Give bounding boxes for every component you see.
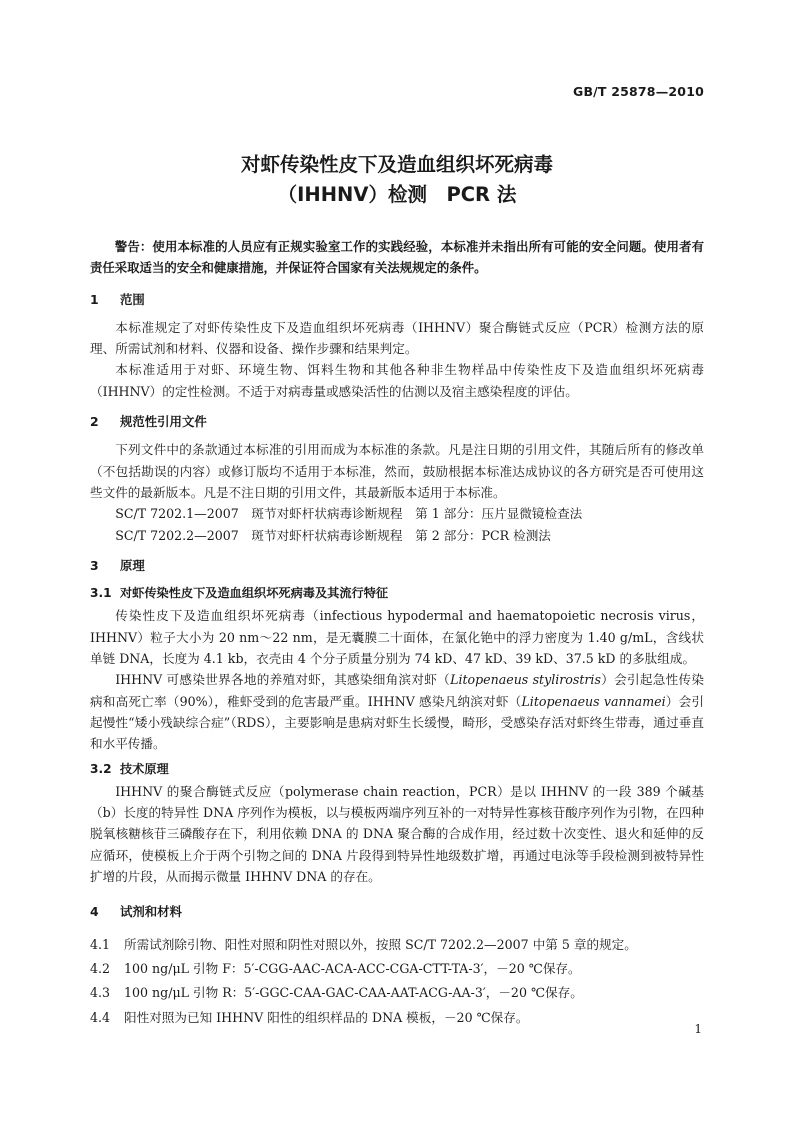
scope-paragraph-2: 本标准适用于对虾、环境生物、饵料生物和其他各种非生物样品中传染性皮下及造血组织坏死病毒（IHHNV）的定性检测。不适于对病毒量或感染活性的估测以及宿主感染程度的评估。 — [90, 362, 704, 399]
document-body — [90, 236, 704, 1031]
section-title: 规范性引用文件 — [120, 414, 207, 430]
technique-paragraph: IHHNV 的聚合酶链式反应（polymerase chain reaction，PCR）是以 IHHNV 的一段 389 个碱基（b）长度的特异性 DNA 序列作为模板，以与模板两端序列互补的一对特异性寡核苷酸序列作为引物，在四种脱氧核糖核苷三磷酸存在下，利用依赖 DNA 的 DNA 聚合酶的合成作用，经过数十次变性、退火和延伸的反应循环，使模板上介于两个引物之间的 DNA 片段得到特异性地级数扩增，再通过电泳等手段检测到被特异性扩增的片段，从而揭示微量 IHHNV DNA 的存在。 — [90, 783, 704, 885]
subsection-heading-technique — [90, 759, 704, 780]
standard-code: GB/T 25878—2010 — [572, 84, 704, 99]
virus-paragraph-2 — [90, 669, 704, 754]
reference-item: SC/T 7202.1—2007 斑节对虾杆状病毒诊断规程 第 1 部分：压片显微镜检查法 — [115, 506, 583, 522]
section-number: 2 — [90, 414, 99, 430]
section-heading-principle — [90, 555, 704, 576]
item-number: 4.1 — [90, 936, 111, 952]
title-line-2: （IHHNV）检测 PCR 法 — [277, 183, 517, 206]
section-title: 原理 — [120, 557, 145, 573]
reagent-item — [90, 1007, 704, 1028]
text-run: IHHNV 可感染世界各地的养殖对虾，其感染细角滨对虾（ — [115, 672, 451, 688]
references-paragraph: 下列文件中的条款通过本标准的引用而成为本标准的条款。凡是注日期的引用文件，其随后所有的修改单（不包括勘误的内容）或修订版均不适用于本标准，然而，鼓励根据本标准达成协议的各方研究是否可使用这些文件的最新版本。凡是不注日期的引用文件，其最新版本适用于本标准。 — [90, 442, 704, 500]
page-number: 1 — [694, 1022, 702, 1036]
text-run: ）会引起急性传染病和高死亡率（90%），稚虾受到的危害最严重。IHHNV 感染凡纳滨对虾（ — [90, 672, 705, 709]
item-text: 100 ng/μL 引物 R：5′-GGC-CAA-GAC-CAA-AAT-ACG-AA-3′，－20 ℃保存。 — [124, 985, 583, 1001]
subsection-number: 3.1 — [90, 586, 112, 601]
species-name: Litopenaeus vannamei — [521, 693, 666, 709]
document-title — [0, 150, 794, 210]
subsection-heading-virus — [90, 583, 704, 604]
title-line-1: 对虾传染性皮下及造血组织坏死病毒 — [240, 153, 553, 176]
section-title: 范围 — [120, 291, 145, 307]
section-title: 试剂和材料 — [120, 904, 182, 920]
section-number: 1 — [90, 291, 99, 307]
item-text: 阳性对照为已知 IHHNV 阳性的组织样品的 DNA 模板，－20 ℃保存。 — [124, 1009, 529, 1025]
warning-paragraph: 警告：使用本标准的人员应有正规实验室工作的实践经验，本标准并未指出所有可能的安全问题。使用者有责任采取适当的安全和健康措施，并保证符合国家有关法规规定的条件。 — [90, 239, 704, 276]
reagent-item — [90, 934, 704, 955]
reagent-item — [90, 982, 704, 1003]
subsection-number: 3.2 — [90, 761, 112, 776]
subsection-title: 对虾传染性皮下及造血组织坏死病毒及其流行特征 — [120, 586, 389, 601]
section-heading-reagents — [90, 901, 704, 922]
item-number: 4.3 — [90, 985, 111, 1001]
scope-paragraph-1: 本标准规定了对虾传染性皮下及造血组织坏死病毒（IHHNV）聚合酶链式反应（PCR）检测方法的原理、所需试剂和材料、仪器和设备、操作步骤和结果判定。 — [90, 319, 704, 357]
item-text: 所需试剂除引物、阳性对照和阴性对照以外，按照 SC/T 7202.2—2007 中第 5 章的规定。 — [124, 936, 637, 952]
item-number: 4.4 — [90, 1009, 111, 1025]
virus-paragraph-1: 传染性皮下及造血组织坏死病毒（infectious hypodermal and haematopoietic necrosis virus，IHHNV）粒子大小为 20 nm～22 nm，是无囊膜二十面体，在氯化铯中的浮力密度为 1.40 g/mL，含线状单链 DNA，长度为 4.1 kb，衣壳由 4 个分子质量分别为 74 kD、47 kD、39 kD、37.5 kD 的多肽组成。 — [90, 608, 704, 667]
subsection-title: 技术原理 — [120, 761, 169, 776]
section-heading-normative-references — [90, 411, 704, 432]
item-number: 4.2 — [90, 960, 111, 976]
section-number: 3 — [90, 557, 99, 573]
reagent-item — [90, 958, 704, 979]
reference-item: SC/T 7202.2—2007 斑节对虾杆状病毒诊断规程 第 2 部分：PCR 检测法 — [115, 527, 551, 543]
item-text: 100 ng/μL 引物 F：5′-CGG-AAC-ACA-ACC-CGA-CTT-TA-3′，－20 ℃保存。 — [124, 960, 581, 976]
species-name: Litopenaeus stylirostris — [450, 672, 601, 688]
section-number: 4 — [90, 904, 99, 920]
text-run: ）会引起慢性“矮小残缺综合症”（RDS），主要影响是患病对虾生长缓慢，畸形，受感染存活对虾终生带毒，通过垂直和水平传播。 — [90, 693, 705, 752]
section-heading-scope — [90, 289, 704, 310]
